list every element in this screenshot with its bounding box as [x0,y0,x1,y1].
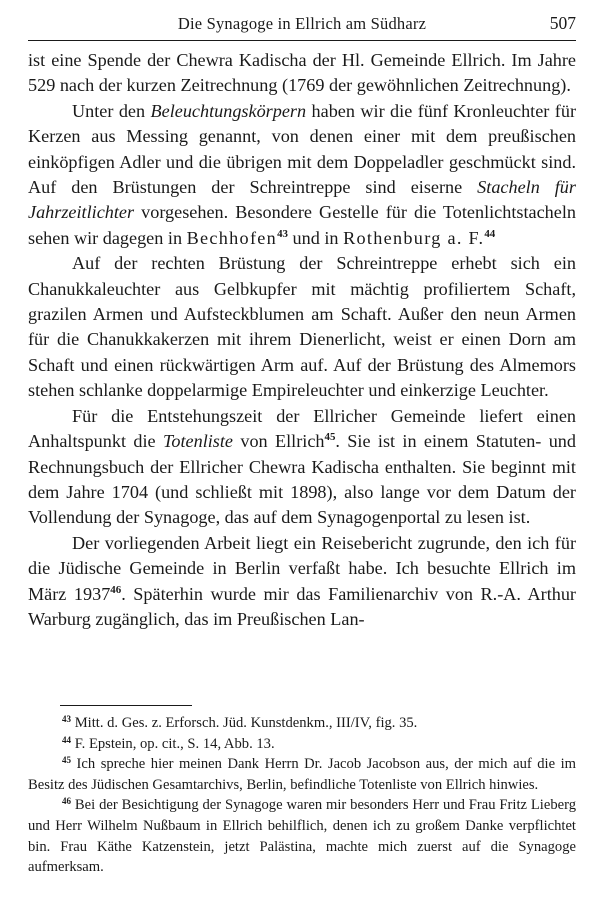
text-run: ist eine Spende der Chewra Kadischa der Hl. Gemeinde Ellrich. Im Jahre 529 nach der kurzen Zeitrechnung (1769 der gewöhnlichen Zeitrechnung). [28,50,576,96]
footnote-marker: 44 [484,228,496,241]
text-run: Ich spreche hier meinen Dank Herrn Dr. Jacob Jacobson aus, der mich auf die im Besitz des Jüdischen Gesamtarchivs, Berlin, befindliche Totenliste von Ellrich hinwies. [28,756,576,793]
text-run: . Späterhin wurde mir das Familienarchiv von R.-A. Arthur Warburg zugänglich, das im Preußischen Lan- [28,583,576,629]
footnote-marker: 45 [324,431,336,444]
page-number: 507 [549,13,576,33]
text-run: Mitt. d. Ges. z. Erforsch. Jüd. Kunstdenkm., III/IV, fig. 35. [71,715,418,731]
text-run: . Sie ist in einem Statuten- und Rechnungsbuch der Ellricher Chewra Kadischa enthalten. Sie beginnt mit dem Jahre 1704 (und schließt mit 1898), also lange vor dem Datum der Vollendung der Synagoge, das auf dem Synagogenportal zu lesen ist. [28,431,576,528]
footnote [28,713,576,734]
footnote [28,734,576,755]
paragraph [28,251,576,403]
spaced-run: Bechhofen [186,227,278,248]
text-run: Der vorliegenden Arbeit liegt ein Reisebericht zugrunde, den ich für die Jüdische Gemeinde in Berlin verfaßt habe. Ich besuchte Ellrich im März 1937 [28,532,576,604]
text-run: und in [287,227,344,248]
body-text [28,48,576,632]
footnote [28,795,576,877]
text-run: haben wir die fünf Kronleuchter für Kerzen aus Messing genannt, von denen einer mit dem preußischen einköpfigen Adler und die übrigen mit dem Doppeladler geschmückt sind. Auf den Brüstungen der Schreintreppe sind eiserne [28,100,577,198]
spaced-run: Rothenburg a. F. [343,227,485,248]
italic-run: Stacheln für Jahrzeitlichter [28,177,576,223]
text-run: F. Epstein, op. cit., S. 14, Abb. 13. [71,735,275,752]
running-head-title: Die Synagoge in Ellrich am Südharz [177,14,427,33]
paragraph [28,48,576,99]
text-run: Für die Entstehungszeit der Ellricher Gemeinde liefert einen Anhaltspunkt die [28,405,576,452]
footnote-marker: 46 [110,583,122,596]
text-run: vorgesehen. Besondere Gestelle für die Totenlichtstacheln sehen wir dagegen in [28,202,576,248]
footnote-marker: 43 [62,714,72,725]
paragraph [28,99,576,251]
footnotes [28,713,576,878]
italic-run: Beleuchtungskörpern [150,100,307,121]
text-run: Unter den [72,100,151,121]
footnote [28,754,576,795]
footnote-marker: 46 [62,796,72,807]
text-run: Bei der Besichtigung der Synagoge waren mir besonders Herr und Frau Fritz Lieberg und Herr Wilhelm Nußbaum in Ellrich behilflich, denen ich zu großem Danke verpflichtet bin. Frau Käthe Katzenstein, jetzt Palästina, machte mich zuerst auf die Synagoge aufmerksam. [28,797,576,876]
running-head [28,8,576,41]
footnote-marker: 43 [277,228,288,241]
paragraph [28,404,576,531]
paragraph [28,531,576,633]
text-run: Auf der rechten Brüstung der Schreintreppe erhebt sich ein Chanukkaleuchter aus Gelbkupfer mit mächtig profiliertem Schaft, grazilen Armen und Aufsteckblumen am Schaft. Außer den neun Armen für die Chanukkakerzen mit ihrem Dienerlicht, weist er einen Dorn am Schaft und einen rückwärtigen Arm auf. Auf der Brüstung des Almemors stehen schlanke doppelarmige Empireleuchter und einkerzige Leuchter. [28,253,576,401]
footnote-marker: 44 [62,734,72,745]
footnote-marker: 45 [62,755,72,766]
italic-run: Totenliste [162,431,234,452]
text-run: von Ellrich [233,431,325,452]
footnote-separator [60,705,192,706]
